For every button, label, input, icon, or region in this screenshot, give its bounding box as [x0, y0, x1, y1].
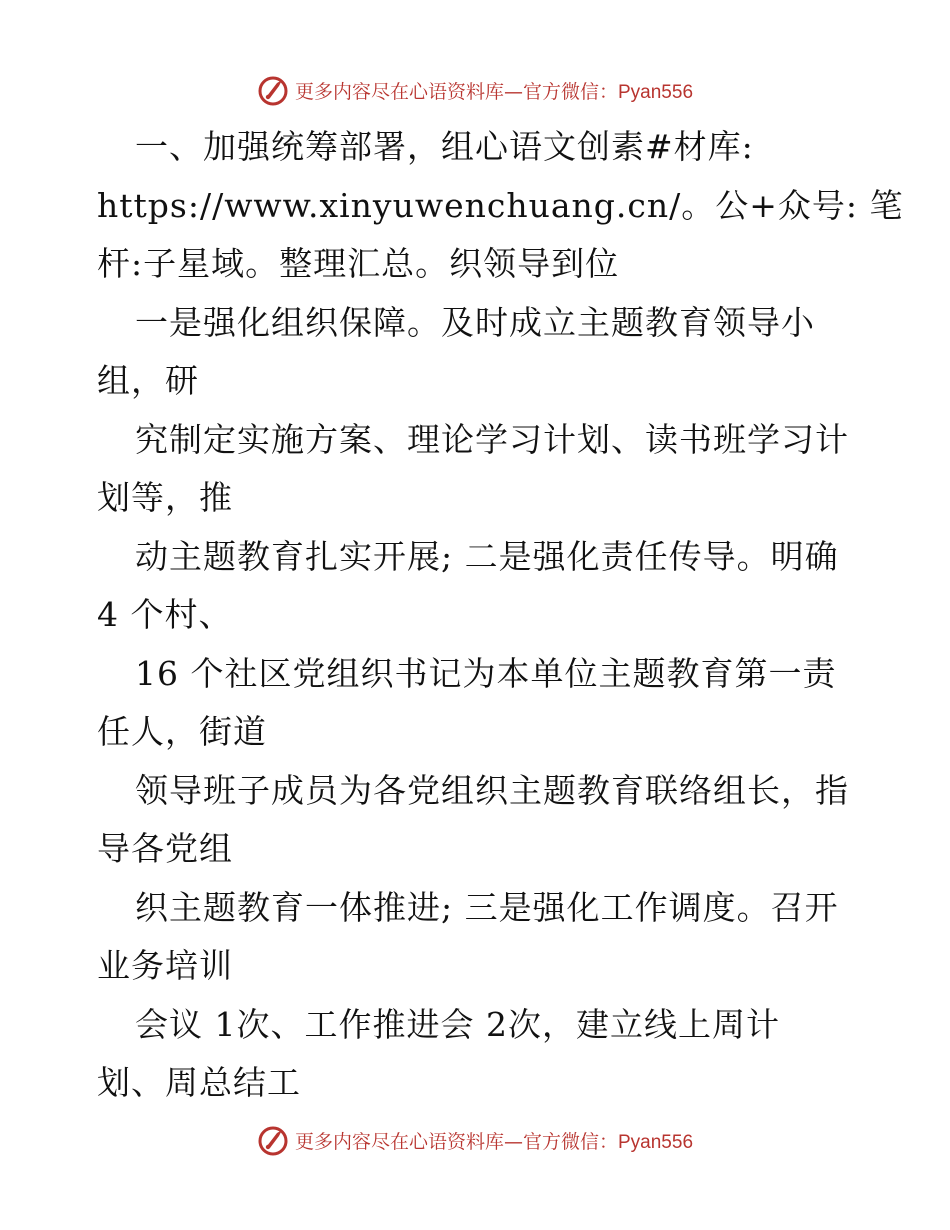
text-line: https://www.xinyuwenchuang.cn/。公+众号: 笔	[97, 185, 904, 225]
watermark-contact-text: 官方微信：	[522, 80, 618, 103]
text-line: 组，研	[97, 361, 199, 400]
text-line: 领导班子成员为各党组织主题教育联络组长，指	[135, 770, 849, 810]
text-line: 究制定实施方案、理论学习计划、读书班学习计	[135, 419, 849, 459]
document-body	[97, 118, 904, 1113]
text-line: 16 个社区党组织书记为本单位主题教育第一责	[135, 653, 837, 693]
watermark-contact-id: Pyan556	[618, 1131, 694, 1153]
text-line: 业务培训	[97, 946, 233, 985]
text-line: 织主题教育一体推进; 三是强化工作调度。召开	[135, 887, 839, 927]
text-line: 动主题教育扎实开展; 二是强化责任传导。明确	[135, 536, 839, 576]
watermark-contact-text: 官方微信：	[522, 1130, 618, 1153]
watermark-separator: —	[503, 80, 523, 103]
text-line: 导各党组	[97, 829, 233, 868]
text-line: 杆:子星域。整理汇总。织领导到位	[97, 244, 620, 283]
text-line: 一、加强统筹部署，组心语文创素#材库:	[135, 127, 754, 166]
text-line: 4 个村、	[97, 595, 233, 634]
watermark-separator: —	[503, 1130, 523, 1153]
text-line: 会议 1次、工作推进会 2次，建立线上周计	[135, 1004, 780, 1044]
watermark-banner-top	[0, 70, 950, 110]
watermark-main-text: 更多内容尽在心语资料库	[294, 80, 504, 103]
text-line: 一是强化组织保障。及时成立主题教育领导小	[135, 302, 815, 342]
brush-logo-icon	[257, 1124, 289, 1156]
brush-logo-icon	[257, 74, 289, 106]
watermark-text	[295, 77, 693, 104]
watermark-main-text: 更多内容尽在心语资料库	[294, 1130, 504, 1153]
text-line: 划等，推	[97, 478, 233, 517]
watermark-contact-id: Pyan556	[618, 81, 694, 103]
watermark-banner-bottom	[0, 1120, 950, 1160]
watermark-text	[295, 1127, 693, 1154]
text-line: 任人，街道	[97, 712, 267, 751]
text-line: 划、周总结工	[97, 1063, 301, 1102]
